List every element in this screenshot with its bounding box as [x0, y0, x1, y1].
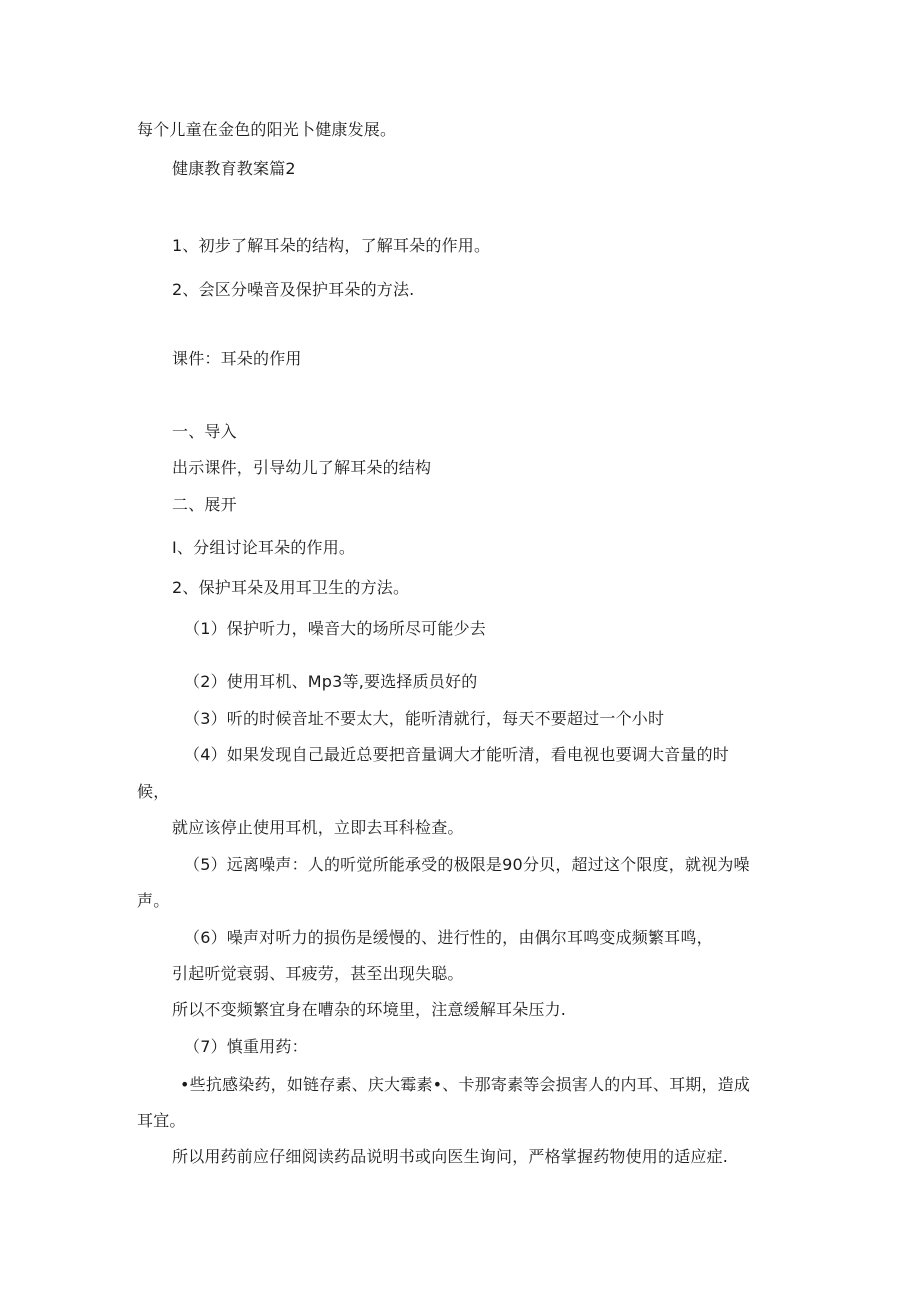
text-line: 所以不变频繁宜身在嘈杂的环境里，注意缓解耳朵压力.: [172, 1000, 567, 1019]
list-item: （7）慎重用药：: [184, 1037, 308, 1056]
materials-line: 课件：耳朵的作用: [172, 349, 302, 368]
step-heading: 二、展开: [172, 495, 237, 514]
text-line: 2、保护耳朵及用耳卫生的方法。: [172, 578, 410, 597]
text-line: 所以用药前应仔细阅读药品说明书或向医生询问，严格掌握药物使用的适应症.: [172, 1147, 729, 1166]
list-item: （1）保护听力，噪音大的场所尽可能少去: [184, 619, 486, 638]
text-line: 出示课件，引导幼儿了解耳朵的结构: [172, 458, 432, 477]
list-item: （3）听的时候音址不要太大，能听清就行，每天不要超过一个小时: [184, 709, 665, 728]
text-line: 耳宜。: [137, 1111, 186, 1130]
section-title: 健康教育教案篇2: [172, 159, 296, 178]
text-line: 引起听觉衰弱、耳疲劳，甚至出现失聪。: [172, 964, 464, 983]
objective-item: 2、会区分噪音及保护耳朵的方法.: [172, 280, 415, 299]
objective-item: 1、初步了解耳朵的结构，了解耳朵的作用。: [172, 236, 491, 255]
text-line: 候，: [137, 782, 170, 801]
text-line: •些抗感染药，如链存素、庆大霉素•、卡那寄素等会损害人的内耳、耳期，造成: [180, 1075, 751, 1094]
text-line: I、分组讨论耳朵的作用。: [172, 538, 356, 557]
text-line: 每个儿童在金色的阳光卜健康发展。: [137, 120, 397, 139]
list-item: （6）噪声对听力的损伤是缓慢的、进行性的，由偶尔耳鸣变成频繁耳鸣，: [184, 928, 713, 947]
list-item: （5）远离噪声：人的听觉所能承受的极限是90分贝，超过这个限度，就视为噪: [184, 855, 750, 874]
list-item: （2）使用耳机、Mp3等,要选择质员好的: [184, 672, 478, 691]
step-heading: 一、导入: [172, 422, 237, 441]
text-line: 声。: [137, 891, 170, 910]
list-item: （4）如果发现自己最近总要把音量调大才能听清，看电视也要调大音量的时: [184, 745, 729, 764]
text-line: 就应该停止使用耳机，立即去耳科检查。: [172, 818, 464, 837]
